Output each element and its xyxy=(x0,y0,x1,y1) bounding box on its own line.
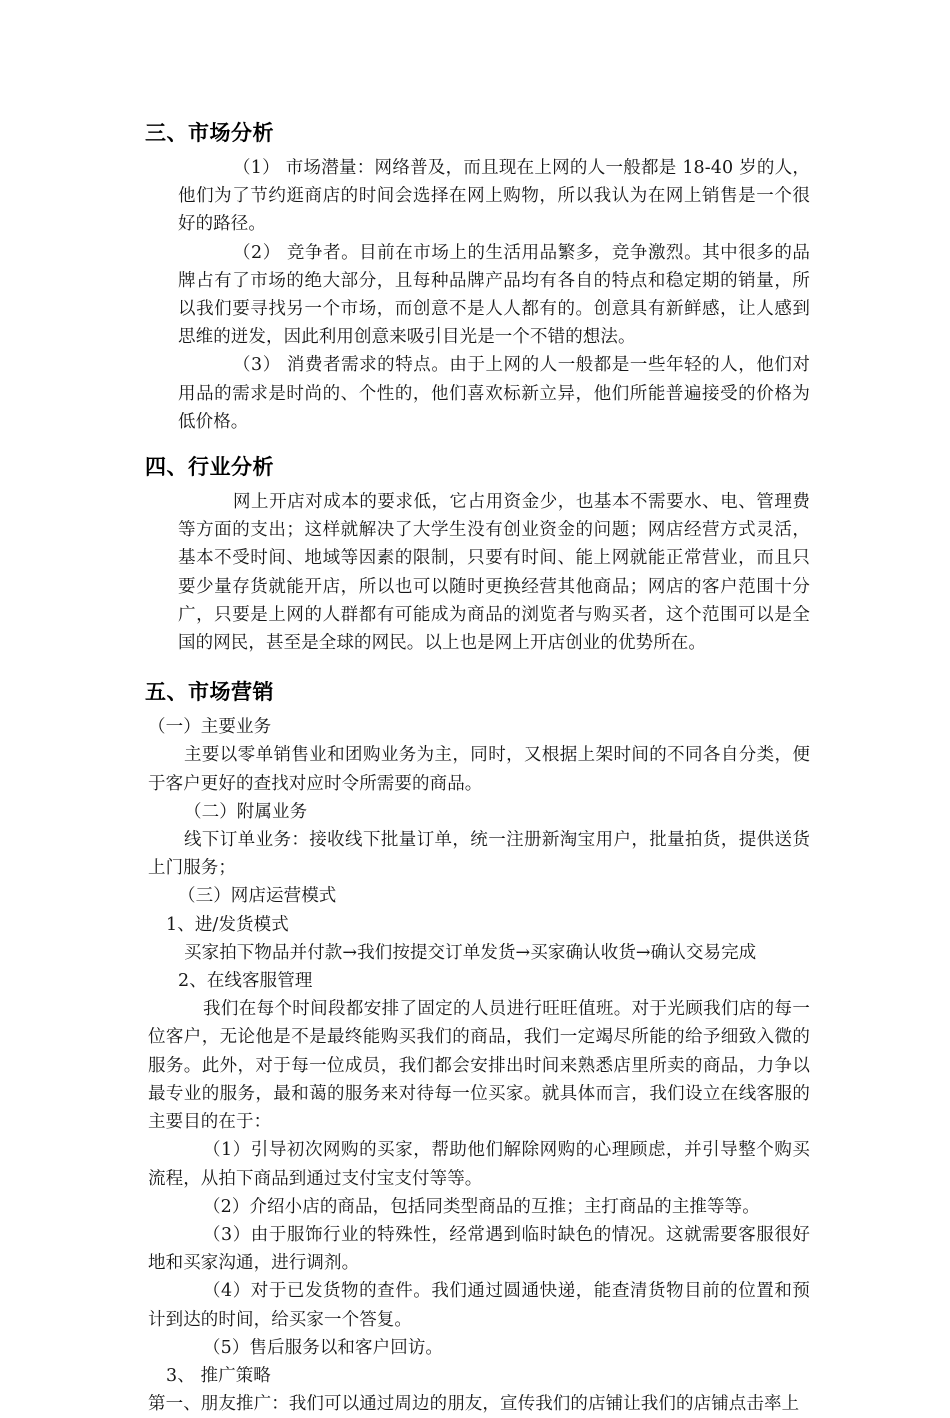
paragraph: （2）介绍小店的商品，包括同类型商品的互推；主打商品的主推等等。 xyxy=(203,1196,760,1217)
paragraph: 2、在线客服管理 xyxy=(178,971,313,992)
section-body-market-analysis xyxy=(145,154,810,436)
section-body-industry-analysis xyxy=(145,488,810,657)
paragraph: 主要以零单销售业和团购业务为主，同时，又根据上架时间的不同各自分类，便于客户更好的查找对应时令所需要的商品。 xyxy=(148,745,810,794)
paragraph: 买家拍下物品并付款→我们按提交订单发货→买家确认收货→确认交易完成 xyxy=(184,942,757,963)
paragraph: 第一、朋友推广：我们可以通过周边的朋友，宣传我们的店铺让我们的店铺点击率上 xyxy=(148,1394,800,1415)
paragraph: （2） 竞争者。目前在市场上的生活用品繁多，竞争激烈。其中很多的品牌占有了市场的绝大部分，且每种品牌产品均有各自的特点和稳定期的销量，所以我们要寻找另一个市场，而创意不是人人都有的。创意具有新鲜感，让人感到思维的迸发，因此利用创意来吸引目光是一个不错的想法。 xyxy=(178,242,810,348)
section-heading-marketing: 五、市场营销 xyxy=(145,680,274,705)
section-body-marketing xyxy=(145,713,810,1418)
paragraph: （5）售后服务以和客户回访。 xyxy=(203,1337,444,1358)
paragraph: （1）引导初次网购的买家，帮助他们解除网购的心理顾虑，并引导整个购买流程，从拍下商品到通过支付宝支付等等。 xyxy=(148,1140,810,1189)
section-heading-industry-analysis: 四、行业分析 xyxy=(145,455,274,480)
paragraph: （3）由于服饰行业的特殊性，经常遇到临时缺色的情况。这就需要客服很好地和买家沟通，进行调剂。 xyxy=(148,1224,810,1274)
paragraph: （二）附属业务 xyxy=(184,801,308,822)
paragraph: 1、进/发货模式 xyxy=(166,914,289,935)
paragraph: （3） 消费者需求的特点。由于上网的人一般都是一些年轻的人，他们对用品的需求是时尚的、个性的，他们喜欢标新立异，他们所能普遍接受的价格为低价格。 xyxy=(178,355,810,432)
paragraph: 线下订单业务：接收线下批量订单，统一注册新淘宝用户，批量拍货，提供送货上门服务； xyxy=(148,830,810,879)
paragraph: （三）网店运营模式 xyxy=(178,886,337,907)
paragraph: 我们在每个时间段都安排了固定的人员进行旺旺值班。对于光顾我们店的每一位客户，无论他是不是最终能购买我们的商品，我们一定竭尽所能的给予细致入微的服务。此外，对于每一位成员，我们都会安排出时间来熟悉店里所卖的商品，力争以最专业的服务，最和蔼的服务来对待每一位买家。就具体而言，我们设立在线客服的主要目的在于： xyxy=(148,999,810,1133)
paragraph: （4）对于已发货物的查件。我们通过圆通快递，能查清货物目前的位置和预计到达的时间，给买家一个答复。 xyxy=(148,1281,810,1330)
paragraph: 3、 推广策略 xyxy=(166,1365,271,1386)
paragraph: （1） 市场潜量：网络普及，而且现在上网的人一般都是 18-40 岁的人，他们为了节约逛商店的时间会选择在网上购物，所以我认为在网上销售是一个很好的路径。 xyxy=(178,158,810,235)
section-heading-market-analysis: 三、市场分析 xyxy=(145,121,274,145)
paragraph: 网上开店对成本的要求低，它占用资金少，也基本不需要水、电、管理费等方面的支出；这样就解决了大学生没有创业资金的问题；网店经营方式灵活，基本不受时间、地域等因素的限制，只要有时间、能上网就能正常营业，而且只要少量存货就能开店，所以也可以随时更换经营其他商品；网店的客户范围十分广，只要是上网的人群都有可能成为商品的浏览者与购买者，这个范围可以是全国的网民，甚至是全球的网民。以上也是网上开店创业的优势所在。 xyxy=(178,492,810,654)
paragraph: （一）主要业务 xyxy=(148,717,272,738)
